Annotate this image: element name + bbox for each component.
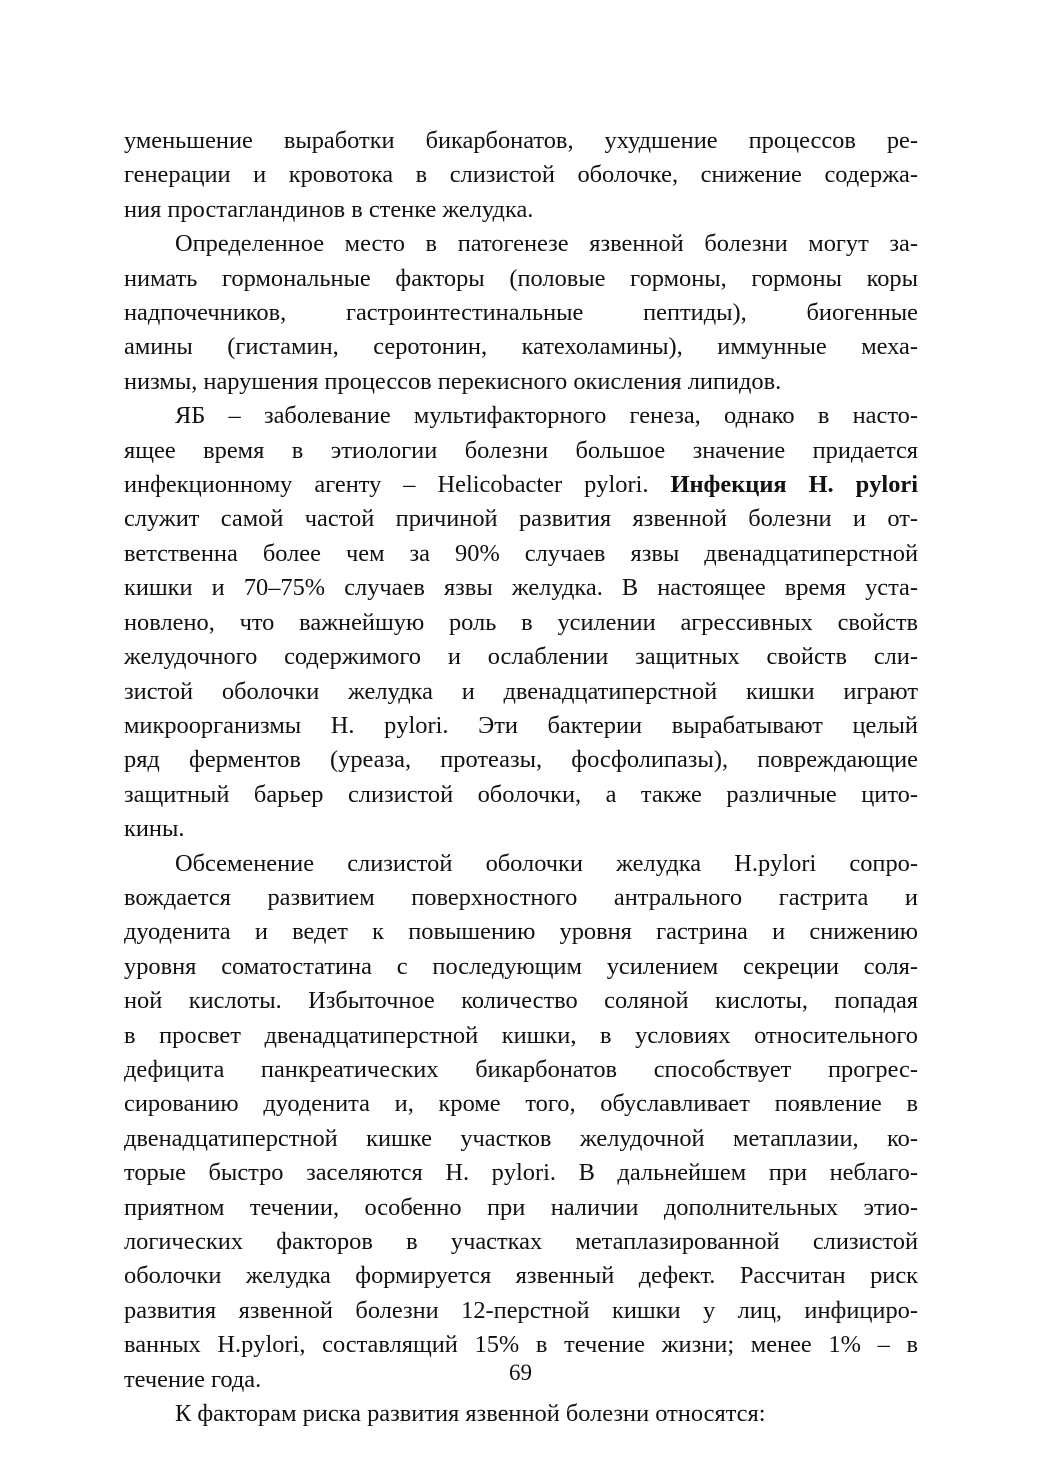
text-line: ряд ферментов (уреаза, протеазы, фосфолипазы), повреждающие — [124, 746, 918, 774]
bold-phrase: Инфекция H. pylori — [670, 471, 918, 499]
text-line: вождается развитием поверхностного антрального гастрита и — [124, 883, 918, 911]
text-line: ния простагландинов в стенке желудка. — [124, 195, 534, 223]
text-line: ящее время в этиологии болезни большое значение придается — [124, 436, 918, 464]
text-line: дефицита панкреатических бикарбонатов способствует прогрес- — [124, 1055, 918, 1083]
text-line: приятном течении, особенно при наличии дополнительных этио- — [124, 1193, 918, 1221]
text-line: Определенное место в патогенезе язвенной болезни могут за- — [175, 230, 918, 258]
text-line: новлено, что важнейшую роль в усилении агрессивных свойств — [124, 608, 918, 636]
text-line: кины. — [124, 815, 185, 843]
text-line: кишки и 70–75% случаев язвы желудка. В настоящее время уста- — [124, 574, 918, 602]
text-line: ной кислоты. Избыточное количество соляной кислоты, попадая — [124, 987, 918, 1015]
text-line: торые быстро заселяются H. pylori. В дальнейшем при неблаго- — [124, 1159, 918, 1187]
text-line: амины (гистамин, серотонин, катехоламины), иммунные меха- — [124, 333, 918, 361]
text-fragment: инфекционному агенту – Helicobacter pylori. — [124, 471, 671, 499]
text-line: ветственна более чем за 90% случаев язвы двенадцатиперстной — [124, 539, 918, 567]
body-text — [124, 124, 918, 1431]
text-line: микроорганизмы H. pylori. Эти бактерии вырабатывают целый — [124, 711, 918, 739]
text-line: К факторам риска развития язвенной болезни относятся: — [175, 1400, 766, 1428]
text-line: желудочного содержимого и ослаблении защитных свойств сли- — [124, 643, 918, 671]
text-line: течение года. — [124, 1365, 262, 1393]
text-line: сированию дуоденита и, кроме того, обуславливает появление в — [124, 1090, 918, 1118]
page-number: 69 — [509, 1360, 532, 1385]
text-line: дуоденита и ведет к повышению уровня гастрина и снижению — [124, 918, 918, 946]
text-line: служит самой частой причиной развития язвенной болезни и от- — [124, 505, 918, 533]
text-line: генерации и кровотока в слизистой оболочке, снижение содержа- — [124, 161, 918, 189]
paragraph-5 — [124, 1397, 918, 1431]
text-line: уменьшение выработки бикарбонатов, ухудшение процессов ре- — [124, 127, 918, 154]
paragraph-2 — [124, 227, 918, 399]
text-line: уровня соматостатина с последующим усилением секреции соля- — [124, 952, 918, 980]
text-line: ЯБ – заболевание мультифакторного генеза, однако в насто- — [175, 402, 918, 430]
paragraph-3 — [124, 399, 918, 846]
text-line: зистой оболочки желудка и двенадцатиперстной кишки играют — [124, 677, 918, 705]
text-line: развития язвенной болезни 12-перстной кишки у лиц, инфициро- — [124, 1296, 918, 1324]
paragraph-4 — [124, 847, 918, 1398]
text-line: низмы, нарушения процессов перекисного окисления липидов. — [124, 367, 782, 395]
text-line: надпочечников, гастроинтестинальные пептиды), биогенные — [124, 299, 918, 327]
text-line: оболочки желудка формируется язвенный дефект. Рассчитан риск — [124, 1262, 918, 1290]
text-line-with-bold — [124, 468, 918, 502]
text-line: нимать гормональные факторы (половые гормоны, гормоны коры — [124, 264, 918, 292]
text-line: двенадцатиперстной кишке участков желудочной метаплазии, ко- — [124, 1124, 918, 1152]
text-line: защитный барьер слизистой оболочки, а также различные цито- — [124, 780, 918, 808]
paragraph-1 — [124, 124, 918, 227]
text-line: ванных H.pylori, составлящий 15% в течение жизни; менее 1% – в — [124, 1331, 918, 1359]
text-line: Обсеменение слизистой оболочки желудка H.pylori сопро- — [175, 849, 918, 877]
text-line: логических факторов в участках метаплазированной слизистой — [124, 1228, 918, 1255]
text-line: в просвет двенадцатиперстной кишки, в условиях относительного — [124, 1021, 918, 1049]
